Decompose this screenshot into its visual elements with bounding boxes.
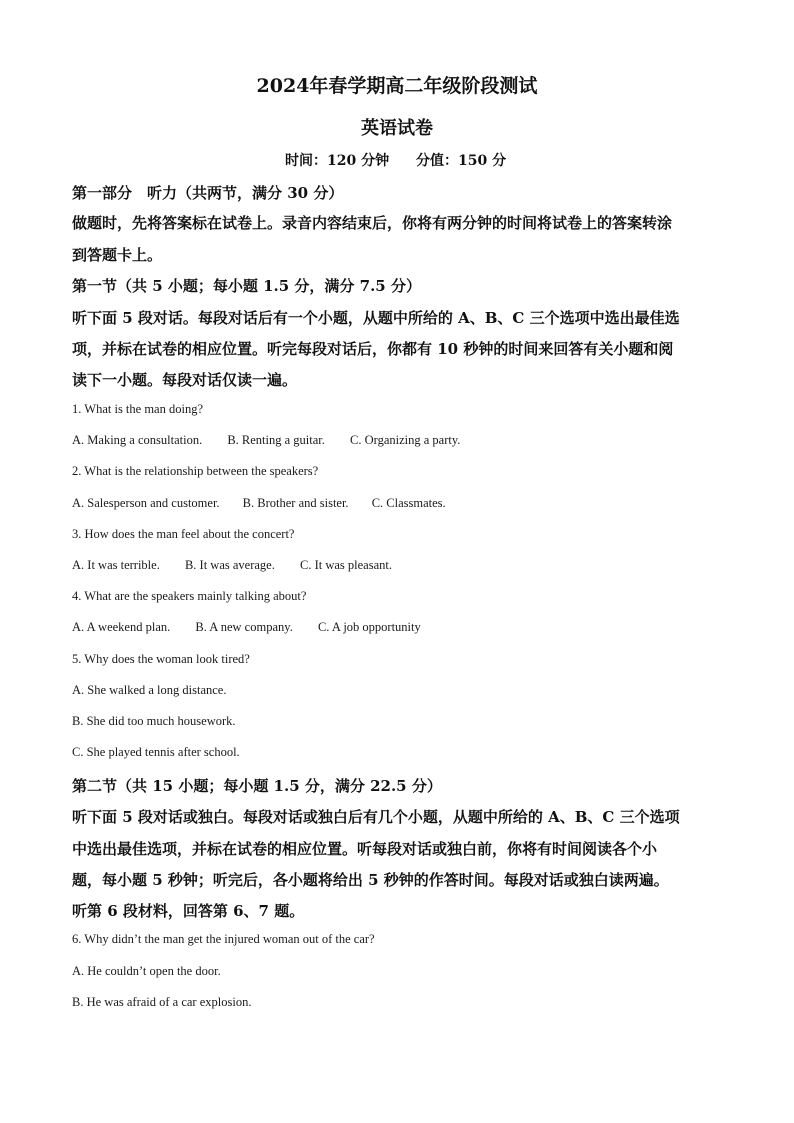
- section2-instruction-line2: 中选出最佳选项，并标在试卷的相应位置。听每段对话或独白前，你将有时间阅读各个小: [72, 840, 658, 858]
- question-6-option-a: A. He couldn’t open the door.: [72, 964, 221, 978]
- option-c: C. It was pleasant.: [299, 558, 392, 572]
- section1-heading: 第一节（共 5 小题；每小题 1.5 分，满分 7.5 分）: [72, 277, 421, 295]
- question-4-options: [72, 620, 421, 635]
- section1-instruction-line1: 听下面 5 段对话。每段对话后有一个小题，从题中所给的 A、B、C 三个选项中选出最佳选: [72, 309, 680, 327]
- question-5-option-b: B. She did too much housework.: [72, 714, 236, 728]
- question-6-option-b: B. He was afraid of a car explosion.: [72, 995, 252, 1009]
- question-5-option-c: C. She played tennis after school.: [72, 745, 240, 759]
- option-a: A. A weekend plan.: [72, 620, 171, 634]
- option-b: B. A new company.: [195, 620, 293, 634]
- question-3-options: [72, 558, 392, 573]
- option-b: B. Renting a guitar.: [227, 433, 325, 447]
- option-a: A. Making a consultation.: [72, 433, 203, 447]
- section1-instruction-line2: 项，并标在试卷的相应位置。听完每段对话后，你都有 10 秒钟的时间来回答有关小题和阅: [72, 340, 674, 358]
- section1-instruction-line3: 读下一小题。每段对话仅读一遍。: [72, 371, 298, 389]
- exam-title: 2024年春学期高二年级阶段测试: [256, 75, 538, 97]
- question-1-options: [72, 433, 460, 448]
- option-b: B. It was average.: [184, 558, 275, 572]
- exam-subtitle: 英语试卷: [361, 118, 433, 139]
- question-2-options: [72, 496, 446, 511]
- question-1-text: 1. What is the man doing?: [72, 402, 203, 416]
- part1-instruction-line1: 做题时，先将答案标在试卷上。录音内容结束后，你将有两分钟的时间将试卷上的答案转涂: [72, 214, 673, 232]
- option-a: A. It was terrible.: [72, 558, 160, 572]
- section2-instruction-line1: 听下面 5 段对话或独白。每段对话或独白后有几个小题，从题中所给的 A、B、C 三个选项: [72, 808, 680, 826]
- question-3-text: 3. How does the man feel about the concert?: [72, 527, 295, 541]
- section2-instruction-line3: 题，每小题 5 秒钟；听完后，各小题将给出 5 秒钟的作答时间。每段对话或独白读两遍。: [72, 871, 669, 889]
- option-c: C. Classmates.: [371, 496, 446, 510]
- option-a: A. Salesperson and customer.: [72, 496, 220, 510]
- question-5-text: 5. Why does the woman look tired?: [72, 652, 250, 666]
- question-6-text: 6. Why didn’t the man get the injured woman out of the car?: [72, 932, 375, 946]
- section2-heading: 第二节（共 15 小题；每小题 1.5 分，满分 22.5 分）: [72, 777, 442, 795]
- part1-heading: 第一部分 听力（共两节，满分 30 分）: [72, 184, 344, 202]
- question-2-text: 2. What is the relationship between the speakers?: [72, 464, 319, 478]
- option-c: C. A job opportunity: [317, 620, 421, 634]
- question-5-option-a: A. She walked a long distance.: [72, 683, 227, 697]
- option-b: B. Brother and sister.: [242, 496, 349, 510]
- time-info: 时间：120 分钟: [285, 153, 390, 169]
- score-info: 分值：150 分: [416, 153, 507, 169]
- material-6-heading: 听第 6 段材料，回答第 6、7 题。: [72, 902, 305, 920]
- part1-instruction-line2: 到答题卡上。: [72, 246, 163, 264]
- question-4-text: 4. What are the speakers mainly talking about?: [72, 589, 307, 603]
- option-c: C. Organizing a party.: [350, 433, 461, 447]
